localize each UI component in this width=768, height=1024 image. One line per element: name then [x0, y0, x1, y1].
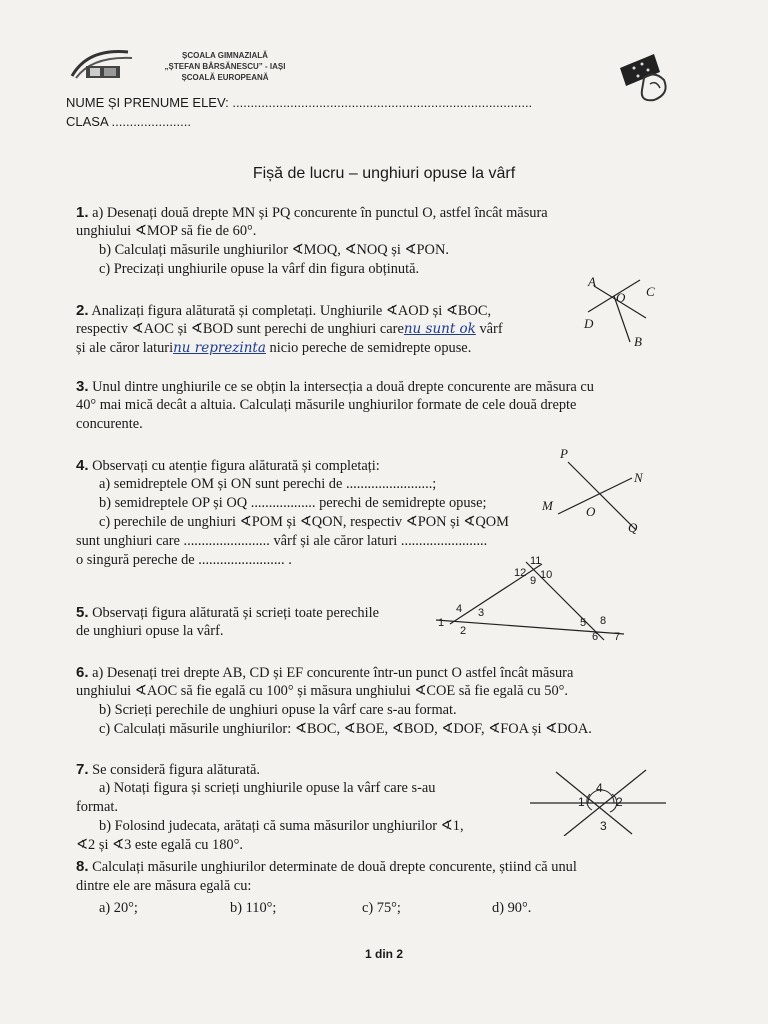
ex2-handwriting-1: nu sunt ok: [403, 321, 476, 337]
ex7-line4: b) Folosind judecata, arătați că suma măsurilor unghiurilor ∢1,: [99, 818, 464, 834]
ex4-label-n: N: [634, 470, 643, 485]
ex5-line2: de unghiuri opuse la vârf.: [76, 623, 224, 639]
ex3-line2: 40° mai mică decât a altuia. Calculați măsurile unghiurilor formate de cele două drepte: [76, 397, 577, 413]
ex5-line1: [76, 603, 379, 623]
ex7-line1: [76, 760, 260, 780]
ex2-text1: Analizați figura alăturată și completați. Unghiurile ∢AOD și ∢BOC,: [88, 303, 492, 319]
ex2-label-o: O: [616, 290, 626, 305]
ex5-angle-5: 5: [580, 617, 587, 629]
ex7-number: 7.: [76, 761, 89, 778]
school-name: [150, 50, 300, 83]
ex5-angle-9: 9: [530, 575, 537, 587]
ex4-label-q: Q: [628, 520, 638, 535]
ex4-figure: [540, 444, 670, 544]
ex7-line3: format.: [76, 799, 118, 815]
ex5-left-line: [450, 564, 542, 624]
ex4-label-o: O: [586, 504, 596, 519]
ex2-label-a: A: [588, 274, 596, 289]
ex8-line2: dintre ele are măsura egală cu:: [76, 878, 252, 894]
ex5-right-line: [526, 562, 607, 640]
ex5-angle-4: 4: [456, 603, 463, 615]
ex2-label-c: C: [646, 284, 655, 299]
ex8-option-b: b) 110°;: [230, 900, 277, 916]
ex7-line2: a) Notați figura și scrieți unghiurile opuse la vârf care s-au: [99, 780, 436, 796]
school-line-1: ȘCOALA GIMNAZIALĂ: [182, 51, 268, 60]
ex4-line6: o singură pereche de ........................ .: [76, 552, 292, 568]
ex7-figure: [528, 764, 668, 836]
ex2-text3b: nicio pereche de semidrepte opuse.: [265, 340, 472, 356]
ex2-line1: [76, 301, 491, 321]
ex6-number: 6.: [76, 664, 89, 681]
ex2-text2a: respectiv ∢AOC și ∢BOD sunt perechi de unghiuri care: [76, 321, 404, 337]
ex1-line2: unghiului ∢MOP să fie de 60°.: [76, 223, 257, 239]
ex7-line5: ∢2 și ∢3 este egală cu 180°.: [76, 837, 243, 853]
ex5-angle-8: 8: [600, 615, 607, 627]
ex7-angle-1: 1: [578, 795, 585, 809]
ex4-text1: Observați cu atenție figura alăturată și completați:: [88, 458, 380, 474]
ex2-handwriting-2: nu reprezinta: [173, 340, 266, 356]
ex5-text1: Observați figura alăturată și scrieți toate perechile: [88, 605, 379, 621]
ex8-text1: Calculați măsurile unghiurilor determinate de două drepte concurente, știind că unul: [88, 859, 577, 875]
ex7-angle-3: 3: [600, 819, 607, 833]
ex7-angle-2: 2: [616, 795, 623, 809]
ex5-angle-12: 12: [514, 567, 527, 579]
ex8-number: 8.: [76, 858, 89, 875]
ex4-line3: b) semidreptele OP și OQ .................. perechi de semidrepte opuse;: [99, 495, 487, 511]
ex4-line5: sunt unghiuri care ........................ vârf și ale căror laturi ........................: [76, 533, 488, 549]
ex3-line1: [76, 377, 594, 397]
european-logo: [614, 50, 674, 106]
ex2-text3a: și ale căror laturi: [76, 340, 174, 356]
ex4-label-m: M: [542, 498, 553, 513]
school-logo: [68, 46, 144, 86]
school-line-2: „ȘTEFAN BÂRSĂNESCU” - IAȘI: [164, 62, 286, 71]
ex1-line1: [76, 203, 548, 223]
ex2-label-d: D: [584, 316, 594, 331]
ex4-line2: a) semidreptele OM și ON sunt perechi de ........................;: [99, 476, 437, 492]
ex6-line3: b) Scrieți perechile de unghiuri opuse la vârf care s-au format.: [99, 702, 457, 718]
ex5-angle-2: 2: [460, 625, 467, 637]
ex8-option-c: c) 75°;: [362, 900, 401, 916]
ex6-line1: [76, 663, 573, 683]
ex5-figure: [430, 552, 630, 642]
ex2-text2b: vârf: [475, 321, 503, 337]
class-field[interactable]: CLASA ......................: [66, 114, 191, 129]
ex3-text1: Unul dintre unghiurile ce se obțin la intersecția a două drepte concurente are măsura cu: [88, 379, 594, 395]
ex6-line4: c) Calculați măsurile unghiurilor: ∢BOC, ∢BOE, ∢BOD, ∢DOF, ∢FOA și ∢DOA.: [99, 721, 592, 737]
ex4-label-p: P: [560, 446, 568, 461]
ex2-line2: [76, 320, 503, 339]
ex3-line3: concurente.: [76, 416, 143, 432]
ex8-line1: [76, 857, 577, 877]
school-line-3: ȘCOALĂ EUROPEANĂ: [181, 73, 269, 82]
ex5-angle-3: 3: [478, 607, 485, 619]
ex2-figure: [530, 272, 670, 352]
ex2-line3: [76, 339, 471, 358]
ex6-text1: a) Desenați trei drepte AB, CD și EF concurente într-un punct O astfel încât măsura: [88, 665, 574, 681]
ex1-line4: c) Precizați unghiurile opuse la vârf din figura obținută.: [99, 261, 420, 277]
ex4-line-pq: [568, 462, 636, 530]
ex8-option-a: a) 20°;: [99, 900, 138, 916]
ex7-text1: Se consideră figura alăturată.: [88, 762, 260, 778]
ex7-angle-4: 4: [596, 781, 603, 795]
ex8-option-d: d) 90°.: [492, 900, 532, 916]
ex5-angle-7: 7: [614, 631, 621, 642]
ex1-number: 1.: [76, 204, 89, 221]
page-title: Fișă de lucru – unghiuri opuse la vârf: [252, 165, 516, 182]
ex1-line3: b) Calculați măsurile unghiurilor ∢MOQ, ∢NOQ și ∢PON.: [99, 242, 449, 258]
ex2-label-b: B: [634, 334, 642, 349]
ex2-number: 2.: [76, 302, 89, 319]
ex5-angle-11: 11: [530, 555, 542, 567]
ex4-number: 4.: [76, 457, 89, 474]
ex3-number: 3.: [76, 378, 89, 395]
ex5-angle-10: 10: [540, 569, 553, 581]
ex1-text1: a) Desenați două drepte MN și PQ concurente în punctul O, astfel încât măsura: [88, 205, 548, 221]
page-number: 1 din 2: [364, 947, 403, 961]
ex4-line1: [76, 456, 380, 476]
ex4-line4: c) perechile de unghiuri ∢POM și ∢QON, respectiv ∢PON și ∢QOM: [99, 514, 509, 530]
student-name-field[interactable]: NUME ȘI PRENUME ELEV: ...................................................................................: [66, 95, 533, 110]
ex6-line2: unghiului ∢AOC să fie egală cu 100° și măsura unghiului ∢COE să fie egală cu 50°.: [76, 683, 569, 699]
ex5-angle-1: 1: [438, 617, 445, 629]
ex5-angle-6: 6: [592, 631, 599, 642]
ex5-number: 5.: [76, 604, 89, 621]
